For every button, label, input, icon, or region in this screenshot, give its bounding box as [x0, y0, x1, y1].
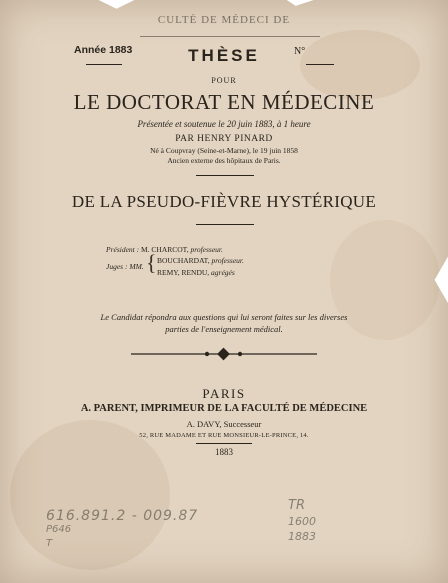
- presentation-date: Présentée et soutenue le 20 juin 1883, à 1 heure: [137, 119, 311, 129]
- author-position: Ancien externe des hôpitaux de Paris.: [167, 156, 281, 165]
- subject-rule-top: [196, 175, 254, 176]
- subject-rule-bottom: [196, 224, 254, 225]
- imprint-year: 1883: [215, 447, 233, 457]
- faculty-header: CULTÉ DE MÉDECI DE: [157, 14, 291, 26]
- numero-underline: [306, 64, 334, 65]
- candidate-notice-line1: Le Candidat répondra aux questions qui lui seront faites sur les diverses: [100, 312, 348, 322]
- these-heading: THÈSE: [188, 46, 260, 65]
- numero-label: N°: [294, 46, 306, 57]
- juges-label: Juges : MM.: [106, 262, 144, 271]
- tr-year: 1883: [288, 530, 316, 543]
- jury-brace: {: [146, 250, 157, 275]
- shelf-code-2: T: [46, 538, 53, 549]
- imprint-city: PARIS: [202, 386, 246, 401]
- juge2-name: REMY, RENDU,: [157, 268, 210, 277]
- author-birth: Né à Coupvray (Seine-et-Marne), le 19 juin 1858: [150, 146, 298, 155]
- president-name: M. CHARCOT,: [141, 245, 189, 254]
- tr-number: 1600: [288, 515, 316, 528]
- president-label: Président :: [106, 245, 140, 254]
- imprint-address: 52, RUE MADAME ET RUE MONSIEUR-LE-PRINCE, 14.: [139, 432, 309, 439]
- juge2-title: agrégés: [211, 268, 235, 277]
- tr-label: TR: [288, 498, 305, 513]
- ornament-divider: [131, 346, 317, 362]
- shelf-code-1: P646: [46, 524, 72, 535]
- thesis-subject: DE LA PSEUDO-FIÈVRE HYSTÉRIQUE: [71, 192, 377, 211]
- jury-president: [106, 245, 223, 254]
- shelfmark-handwritten: 616.891.2 - 009.87: [46, 508, 199, 524]
- header-rule: [140, 36, 320, 37]
- juge1-title: professeur.: [211, 256, 244, 265]
- candidate-notice-line2: parties de l'enseignement médical.: [165, 324, 283, 334]
- doctorat-title: LE DOCTORAT EN MÉDECINE: [73, 90, 375, 114]
- jury-member-1: [157, 256, 244, 265]
- imprint-printer: A. PARENT, IMPRIMEUR DE LA FACULTÉ DE MÉDECINE: [80, 403, 368, 414]
- author-name: PAR HENRY PINARD: [175, 134, 273, 144]
- jury-member-2: [157, 268, 235, 277]
- imprint-rule: [196, 443, 252, 444]
- imprint-successor: A. DAVY, Successeur: [186, 419, 262, 429]
- president-title: professeur.: [190, 245, 223, 254]
- annee-label: Année 1883: [74, 44, 133, 56]
- juge1-name: BOUCHARDAT,: [157, 256, 210, 265]
- pour-label: POUR: [211, 76, 237, 85]
